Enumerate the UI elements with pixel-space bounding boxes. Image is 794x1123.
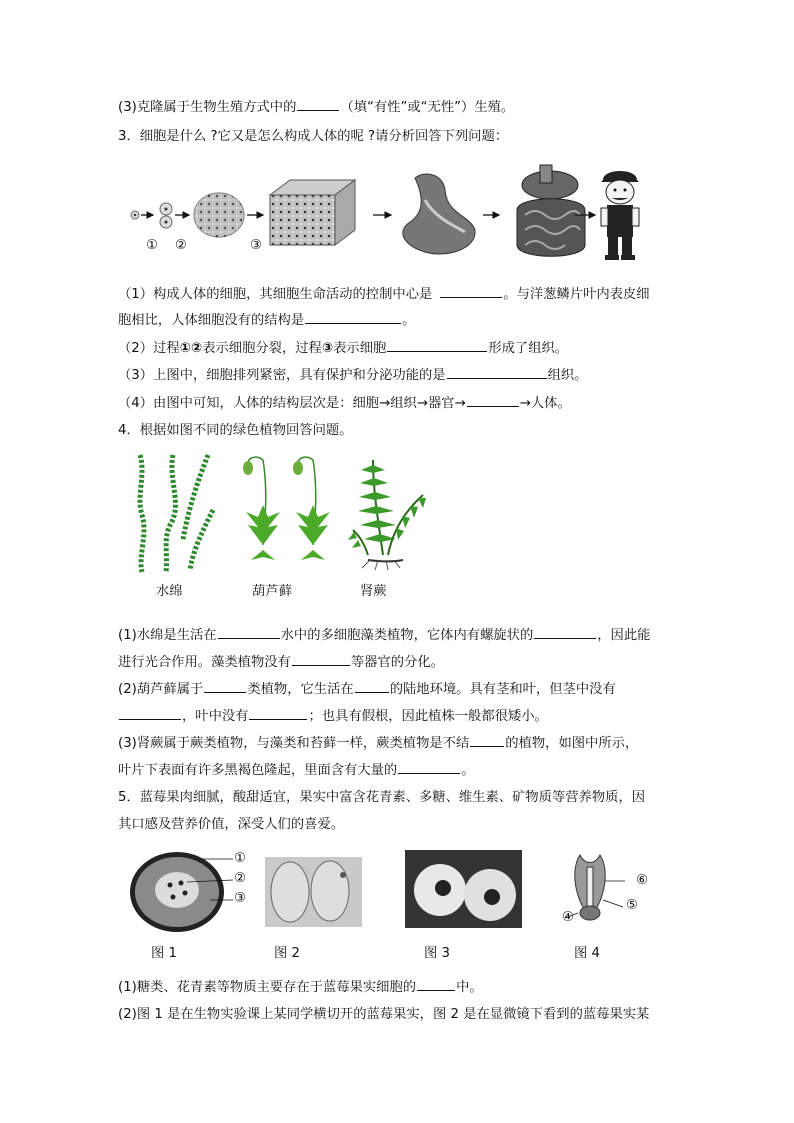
answer-blank[interactable] — [218, 624, 280, 639]
fig2-label: 图 2 — [274, 946, 300, 961]
moss-image — [243, 457, 330, 560]
blueberry-figures — [125, 845, 665, 935]
two-cells — [160, 203, 172, 228]
q3-p3-text-b: 组织。 — [547, 368, 588, 383]
q5-p2-line: (2)图 1 是在生物实验课上某同学横切开的蓝莓果实，图 2 是在显微镜下看到的蓝莓果实某 — [118, 1007, 650, 1022]
q3-p1-text-c: 胞相比，人体细胞没有的结构是 — [118, 313, 305, 328]
answer-blank[interactable] — [119, 705, 181, 720]
fern-image — [348, 460, 426, 570]
spirogyra-image — [140, 455, 213, 572]
q3-title: 3．细胞是什么 ?它又是怎么构成人体的呢 ?请分析回答下列问题： — [118, 129, 509, 144]
q3-p4-text-b: →人体。 — [519, 396, 571, 411]
q3-p2-text-b: 表示细胞分裂，过程 — [202, 341, 322, 356]
q4-p1-line1 — [118, 624, 650, 643]
q4-p1-text-b: 水中的多细胞藻类植物，它体内有螺旋状的 — [280, 628, 534, 643]
q4-p2-text-b: 类植物，它生活在 — [247, 682, 354, 697]
q2-3-text: (3)克隆属于生物生殖方式中的 — [118, 100, 297, 115]
q4-p2-line2 — [118, 705, 548, 724]
answer-blank[interactable] — [292, 651, 350, 666]
q4-p3-text-b: 的植物，如图中所示， — [505, 736, 639, 751]
fig3-label: 图 3 — [424, 946, 450, 961]
q3-p1-text: （1）构成人体的细胞，其细胞生命活动的控制中心是 — [118, 287, 433, 302]
q3-p2-text-d: 形成了组织。 — [488, 341, 569, 356]
q4-title: 4．根据如图不同的绿色植物回答问题。 — [118, 423, 353, 438]
process-number: ①② — [179, 341, 203, 356]
process-number: ③ — [321, 341, 334, 356]
q4-p3-line2 — [118, 759, 475, 778]
q2-3-text-end: （填“有性”或“无性”）生殖。 — [340, 100, 515, 115]
q4-p1-text-e: 等器官的分化。 — [350, 655, 444, 670]
q4-p2-line1 — [118, 678, 616, 697]
q4-p2-text-c: 的陆地环境。具有茎和叶，但茎中没有 — [389, 682, 616, 697]
q3-p2-line — [118, 337, 568, 356]
q4-p3-text-d: 。 — [461, 763, 475, 778]
fig4-label: 图 4 — [574, 946, 600, 961]
q3-p4-line — [118, 392, 571, 411]
q3-p1-line1 — [118, 283, 650, 302]
answer-blank[interactable] — [534, 624, 596, 639]
q4-p1-text: (1)水绵是生活在 — [118, 628, 217, 643]
q4-p2-text: (2)葫芦藓属于 — [118, 682, 204, 697]
fig1-mark-1: ① — [234, 851, 246, 866]
q3-p1-text-d: 。 — [402, 313, 416, 328]
q5-title-line1: 5．蓝莓果肉细腻，酸甜适宜，果实中富含花青素、多糖、维生素、矿物质等营养物质，因 — [118, 790, 646, 805]
q4-p3-text-c: 叶片下表面有许多黑褐色隆起，里面含有大量的 — [118, 763, 398, 778]
q3-p2-text-c: 表示细胞 — [333, 341, 387, 356]
q4-p1-text-c: ，因此能 — [597, 628, 651, 643]
q4-p2-text-d: ，叶中没有 — [182, 709, 249, 724]
fig1-mark-3: ③ — [234, 891, 246, 906]
answer-blank[interactable] — [305, 309, 401, 324]
human-figure — [601, 171, 639, 260]
fig4-mark-5: ⑤ — [626, 898, 638, 913]
q3-p1-line2 — [118, 309, 415, 328]
cell-to-body-diagram — [125, 160, 645, 275]
fig3-blueberry-flowers — [405, 850, 522, 928]
answer-blank[interactable] — [297, 96, 339, 111]
plants-figure — [128, 450, 438, 575]
answer-blank[interactable] — [467, 392, 519, 407]
stomach-organ — [403, 174, 475, 254]
tissue-block — [270, 180, 355, 245]
answer-blank[interactable] — [398, 759, 460, 774]
diagram-label-1: ① — [146, 238, 158, 253]
answer-blank[interactable] — [440, 283, 502, 298]
answer-blank[interactable] — [249, 705, 307, 720]
single-cell — [131, 211, 139, 219]
q3-p1-text-b: 。与洋葱鳞片叶内表皮细 — [503, 287, 650, 302]
q3-p3-text: （3）上图中，细胞排列紧密，具有保护和分泌功能的是 — [118, 368, 446, 383]
answer-blank[interactable] — [470, 732, 504, 747]
q3-p4-text: （4）由图中可知，人体的结构层次是：细胞→组织→器官→ — [118, 396, 466, 411]
q3-p3-line — [118, 364, 587, 383]
diagram-label-3: ③ — [250, 238, 262, 253]
q3-p2-text: （2）过程 — [118, 341, 180, 356]
answer-blank[interactable] — [447, 364, 547, 379]
caption-fern: 肾蕨 — [360, 584, 387, 599]
q4-p2-text-e: ；也具有假根，因此植株一般都很矮小。 — [308, 709, 548, 724]
answer-blank[interactable] — [204, 678, 246, 693]
q5-p1-text: (1)糖类、花青素等物质主要存在于蓝莓果实细胞的 — [118, 980, 417, 995]
answer-blank[interactable] — [387, 337, 487, 352]
fig4-mark-4: ④ — [562, 910, 574, 925]
diagram-label-2: ② — [175, 238, 187, 253]
caption-spirogyra: 水绵 — [156, 584, 183, 599]
fig1-mark-2: ② — [234, 871, 246, 886]
q2-3-line — [118, 96, 514, 115]
fig1-blueberry-cross-section — [130, 852, 233, 932]
caption-moss: 葫芦藓 — [252, 584, 292, 599]
q4-p1-line2 — [118, 651, 444, 670]
q5-p1-text-b: 中。 — [456, 980, 483, 995]
cell-cluster — [194, 193, 244, 237]
fig1-label: 图 1 — [151, 946, 177, 961]
answer-blank[interactable] — [417, 976, 455, 991]
fig4-mark-6: ⑥ — [636, 873, 648, 888]
q4-p3-line1 — [118, 732, 638, 751]
q5-p1-line — [118, 976, 483, 995]
answer-blank[interactable] — [355, 678, 389, 693]
q4-p3-text: (3)肾蕨属于蕨类植物，与藻类和苔藓一样，蕨类植物是不结 — [118, 736, 470, 751]
q4-p1-text-d: 进行光合作用。藻类植物没有 — [118, 655, 291, 670]
q5-title-line2: 其口感及营养价值，深受人们的喜爱。 — [118, 817, 345, 832]
fig4-flower-section — [565, 855, 625, 920]
digestive-system — [517, 165, 585, 256]
fig2-microscope-cells — [265, 857, 362, 927]
